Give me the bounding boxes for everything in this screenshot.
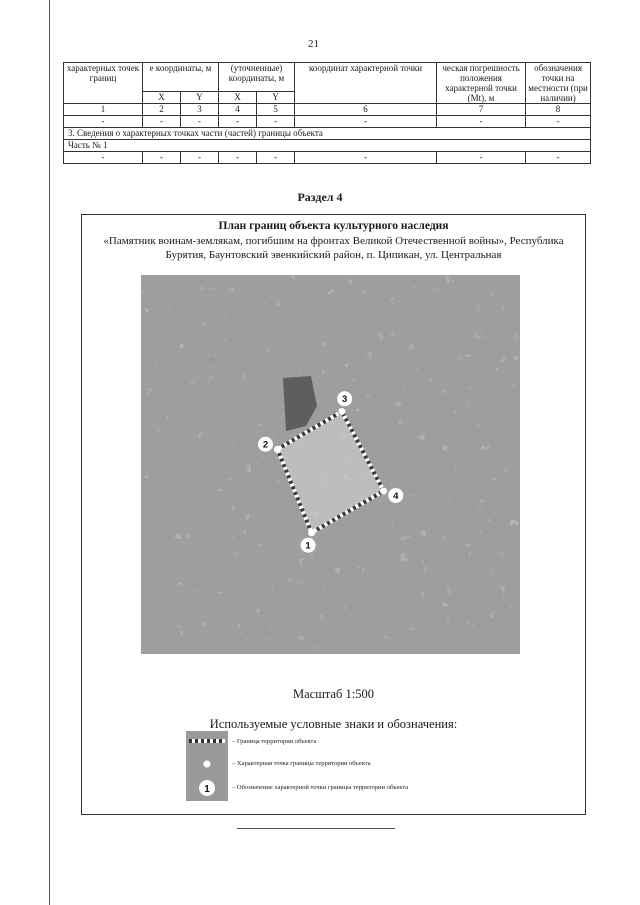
section-title: Раздел 4 bbox=[297, 190, 343, 204]
table-cell: - bbox=[143, 116, 181, 128]
table-cell: 1 bbox=[64, 104, 143, 116]
header-coords: е координаты, м bbox=[143, 63, 219, 92]
table-cell: - bbox=[437, 152, 526, 164]
table-cell: 2 bbox=[143, 104, 181, 116]
table-cell: - bbox=[257, 152, 295, 164]
table-row bbox=[64, 104, 591, 116]
scale-label: Масштаб 1:500 bbox=[293, 687, 374, 701]
point-label-2: 2 bbox=[262, 439, 269, 451]
table-cell: - bbox=[257, 116, 295, 128]
header-method: координат характерной точки bbox=[295, 63, 437, 104]
legend-swatches bbox=[186, 731, 228, 801]
legend-label-number: 1 bbox=[204, 784, 210, 795]
table-cell: 3 bbox=[181, 104, 219, 116]
header-x-refined: X bbox=[219, 92, 257, 104]
boundary-point-3 bbox=[338, 408, 345, 415]
boundary-point-1 bbox=[308, 529, 315, 536]
point-label-1: 1 bbox=[305, 540, 311, 552]
table-cell: 7 bbox=[437, 104, 526, 116]
table-cell: - bbox=[64, 152, 143, 164]
legend-point-text: – Характерная точка границы территории объекта bbox=[232, 760, 371, 767]
section3-heading: 3. Сведения о характерных точках части (частей) границы объекта bbox=[64, 128, 591, 140]
plan-frame bbox=[81, 214, 586, 815]
footer-line bbox=[237, 828, 395, 829]
table-cell: 6 bbox=[295, 104, 437, 116]
header-x: X bbox=[143, 92, 181, 104]
header-refined-coords: (уточненные) координаты, м bbox=[219, 63, 295, 92]
boundary-point-4 bbox=[380, 488, 387, 495]
table-cell: - bbox=[437, 116, 526, 128]
header-error: ческая погрешность положения характерной точки (Mt), м bbox=[437, 63, 526, 104]
plan-subtitle: «Памятник воинам-землякам, погибшим на фронтах Великой Отечественной войны», Республика Бурятия, Баунтовский эвенкийский район, п. Ципикан, ул. Центральная bbox=[103, 235, 564, 261]
point-label-4: 4 bbox=[393, 490, 399, 502]
table-cell: - bbox=[219, 116, 257, 128]
table-cell: - bbox=[181, 152, 219, 164]
table-row bbox=[64, 116, 591, 128]
page-number: 21 bbox=[308, 38, 319, 50]
table-row bbox=[64, 152, 591, 164]
header-points: характерных точек границ bbox=[64, 63, 143, 104]
table-cell: - bbox=[64, 116, 143, 128]
table-cell: - bbox=[181, 116, 219, 128]
legend-label-text: – Обозначение характерной точки границы территории объекта bbox=[232, 784, 409, 791]
table-cell: - bbox=[526, 116, 591, 128]
header-y-refined: Y bbox=[257, 92, 295, 104]
table-cell: - bbox=[219, 152, 257, 164]
table-cell: 4 bbox=[219, 104, 257, 116]
table-cell: - bbox=[295, 116, 437, 128]
point-label-3: 3 bbox=[342, 394, 348, 406]
coordinates-table bbox=[63, 62, 591, 164]
boundary-point-2 bbox=[274, 446, 281, 453]
part-label: Часть № 1 bbox=[64, 140, 591, 152]
table-cell: - bbox=[143, 152, 181, 164]
legend-title: Используемые условные знаки и обозначения: bbox=[209, 717, 458, 731]
table-cell: 8 bbox=[526, 104, 591, 116]
header-y: Y bbox=[181, 92, 219, 104]
plan-title: План границ объекта культурного наследия bbox=[218, 220, 449, 232]
margin-line bbox=[49, 0, 50, 905]
table-cell: 5 bbox=[257, 104, 295, 116]
legend-boundary-text: – Граница территории объекта bbox=[232, 738, 317, 745]
aerial-map bbox=[141, 275, 520, 654]
header-marking: обозначения точки на местности (при наличии) bbox=[526, 63, 591, 104]
legend-point-icon bbox=[204, 761, 211, 768]
table-cell: - bbox=[526, 152, 591, 164]
table-cell: - bbox=[295, 152, 437, 164]
